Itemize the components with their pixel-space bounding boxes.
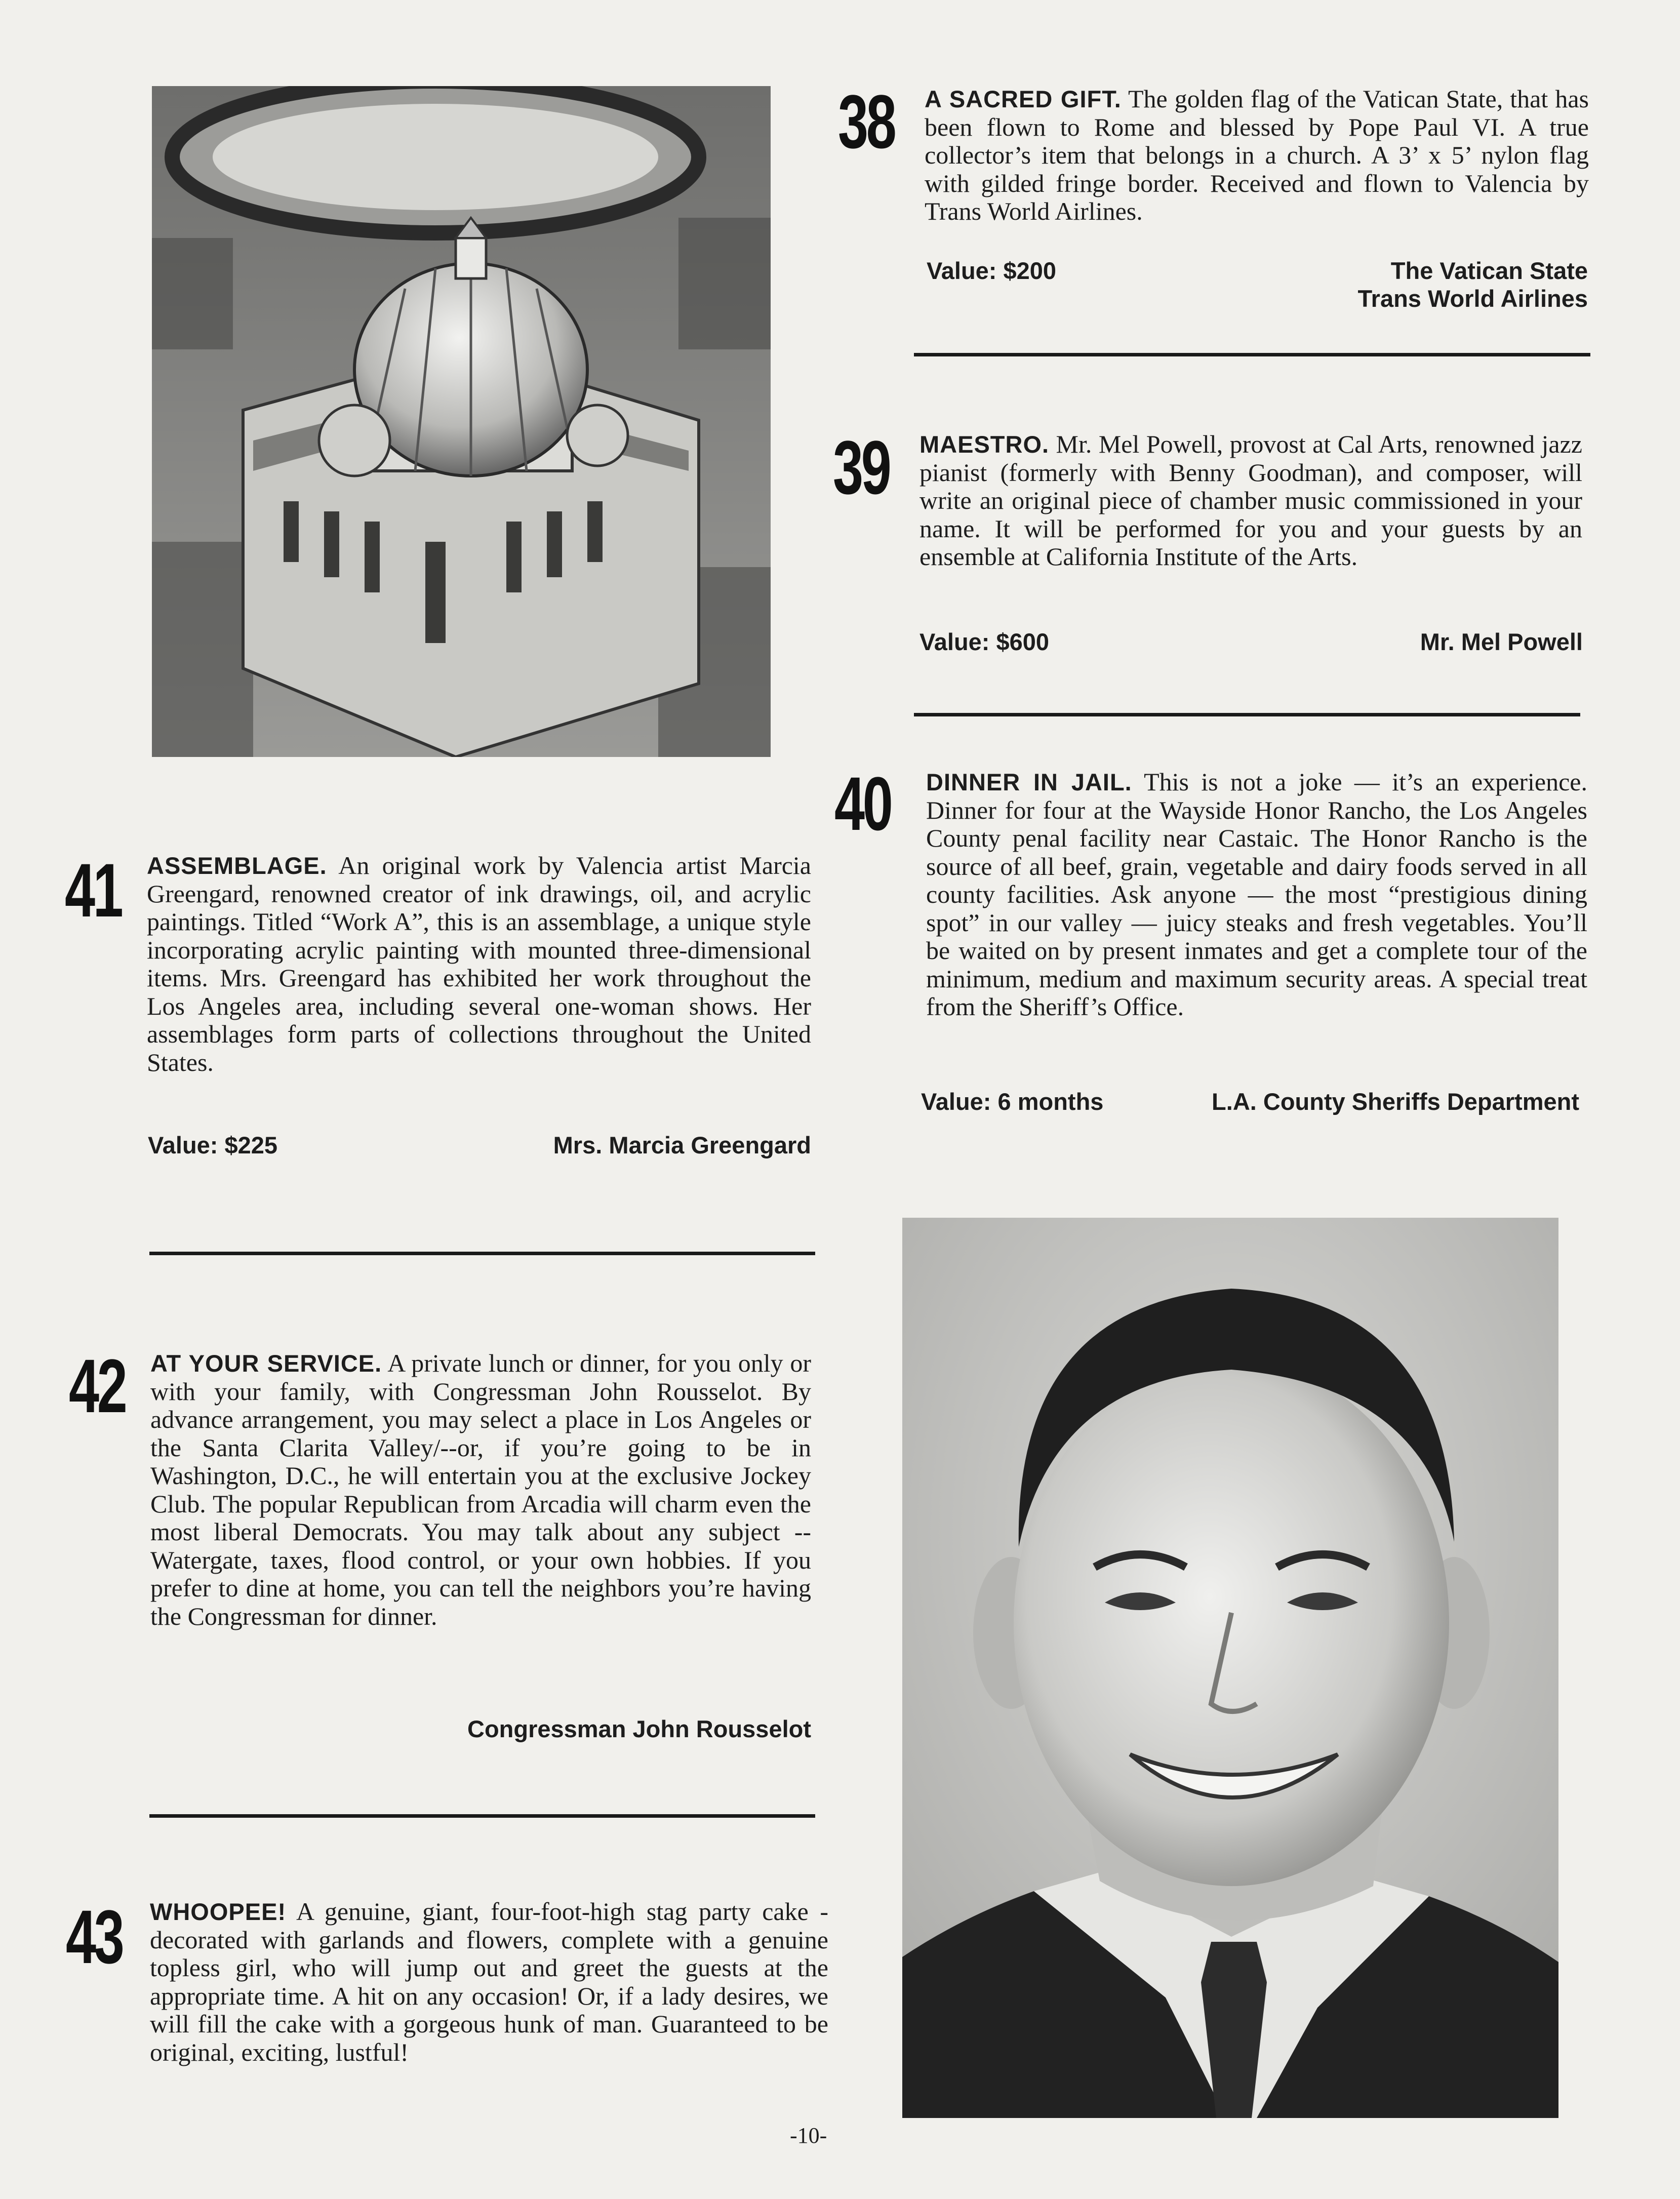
item-body: This is not a joke — it’s an experience. Dinner for four at the Wayside Honor Rancho, the Los Angeles County penal facility near Castaic. The Honor Rancho is the source of all beef, grain, vegetable and dairy foods served in all county facilities. Ask anyone — the most “prestigious dining spot” in our valley — juicy steaks and fresh vegetables. You’ll be waited on by present inmates and get a complete tour of the minimum, medium and maximum security areas. A special treat from the Sheriff’s Office.: [926, 768, 1587, 1021]
item-number: 42: [69, 1343, 126, 1428]
item-body: A private lunch or dinner, for you only or with your family, with Congressman John Rousselot. By advance arrangement, you may select a place in Los Angeles or the Santa Clarita Valley/--or, if you’re going to be in Washington, D.C., he will entertain you at the exclusive Jockey Club. The popular Republican from Arcadia will charm even the most liberal Democrats. You may talk about any subject -- Watergate, taxes, flood control, or your own hobbies. If you prefer to dine at home, you can tell the neighbors you’re having the Congressman for dinner.: [150, 1349, 811, 1630]
item-description: [925, 85, 1589, 226]
item-number: 40: [834, 761, 891, 846]
section-divider: [914, 713, 1580, 716]
item-headline: DINNER IN JAIL.: [926, 769, 1132, 795]
item-value-row: [927, 257, 1588, 285]
item-body: The golden flag of the Vatican State, that has been flown to Rome and blessed by Pope Paul VI. A true collector’s item that belongs in a church. A 3’ x 5’ nylon flag with gilded fringe border. Received and flown to Valencia by Trans World Airlines.: [925, 85, 1589, 225]
portrait-illustration: [902, 1218, 1558, 2118]
item-donor: Mr. Mel Powell: [1420, 628, 1583, 655]
item-description: [919, 430, 1582, 571]
item-value-row: [921, 1088, 1579, 1115]
item-number: 38: [838, 79, 895, 164]
section-divider: [149, 1252, 815, 1255]
item-value: Value: $200: [927, 257, 1057, 284]
item-body: Mr. Mel Powell, provost at Cal Arts, renowned jazz pianist (formerly with Benny Goodman), and composer, will write an original piece of chamber music commissioned in your name. It will be performed for you and your guests by an ensemble at California Institute of the Arts.: [919, 430, 1583, 571]
vatican-aerial-photo: [152, 86, 771, 757]
item-donor: Congressman John Rousselot: [467, 1715, 811, 1742]
item-headline: AT YOUR SERVICE.: [150, 1350, 382, 1377]
item-description: [150, 1898, 828, 2066]
item-headline: ASSEMBLAGE.: [147, 852, 327, 879]
portrait-photo: [902, 1218, 1558, 2118]
item-headline: WHOOPEE!: [150, 1898, 287, 1925]
item-number: 41: [65, 848, 122, 933]
item-donor: Mrs. Marcia Greengard: [553, 1132, 811, 1158]
item-headline: MAESTRO.: [919, 431, 1050, 458]
item-body: A genuine, giant, four-foot-high stag party cake - decorated with garlands and flowers, complete with a genuine topless girl, who will jump out and greet the guests at the appropriate time. A hit on any occasion! Or, if a lady desires, we will fill the cake with a gorgeous hunk of man. Guaranteed to be original, exciting, lustful!: [150, 1897, 829, 2066]
item-value: Value: $225: [148, 1132, 278, 1158]
item-donor: L.A. County Sheriffs Department: [1212, 1088, 1579, 1115]
vatican-aerial-illustration: [152, 86, 771, 757]
item-value-row: [148, 1131, 811, 1159]
item-body: An original work by Valencia artist Marcia Greengard, renowned creator of ink drawings, oil, and acrylic paintings. Titled “Work A”, this is an assemblage, a unique style incorporating acrylic painting with mounted three-dimensional items. Mrs. Greengard has exhibited her work throughout the Los Angeles area, including several one-woman shows. Her assemblages form parts of collections throughout the United States.: [147, 851, 811, 1076]
item-number: 39: [833, 425, 890, 510]
item-value: Value: $600: [919, 628, 1050, 655]
item-description: [926, 768, 1587, 1021]
item-headline: A SACRED GIFT.: [925, 86, 1122, 112]
item-number: 43: [66, 1894, 123, 1979]
item-value-row: [919, 628, 1583, 656]
item-value: Value: 6 months: [921, 1088, 1104, 1115]
item-description: [150, 1349, 811, 1630]
item-description: [147, 852, 811, 1076]
item-donor: The Vatican State: [1390, 257, 1588, 284]
section-divider: [914, 353, 1590, 356]
page-number: -10-: [790, 2123, 827, 2148]
item-donor-secondary: Trans World Airlines: [1357, 285, 1588, 312]
section-divider: [149, 1814, 815, 1818]
